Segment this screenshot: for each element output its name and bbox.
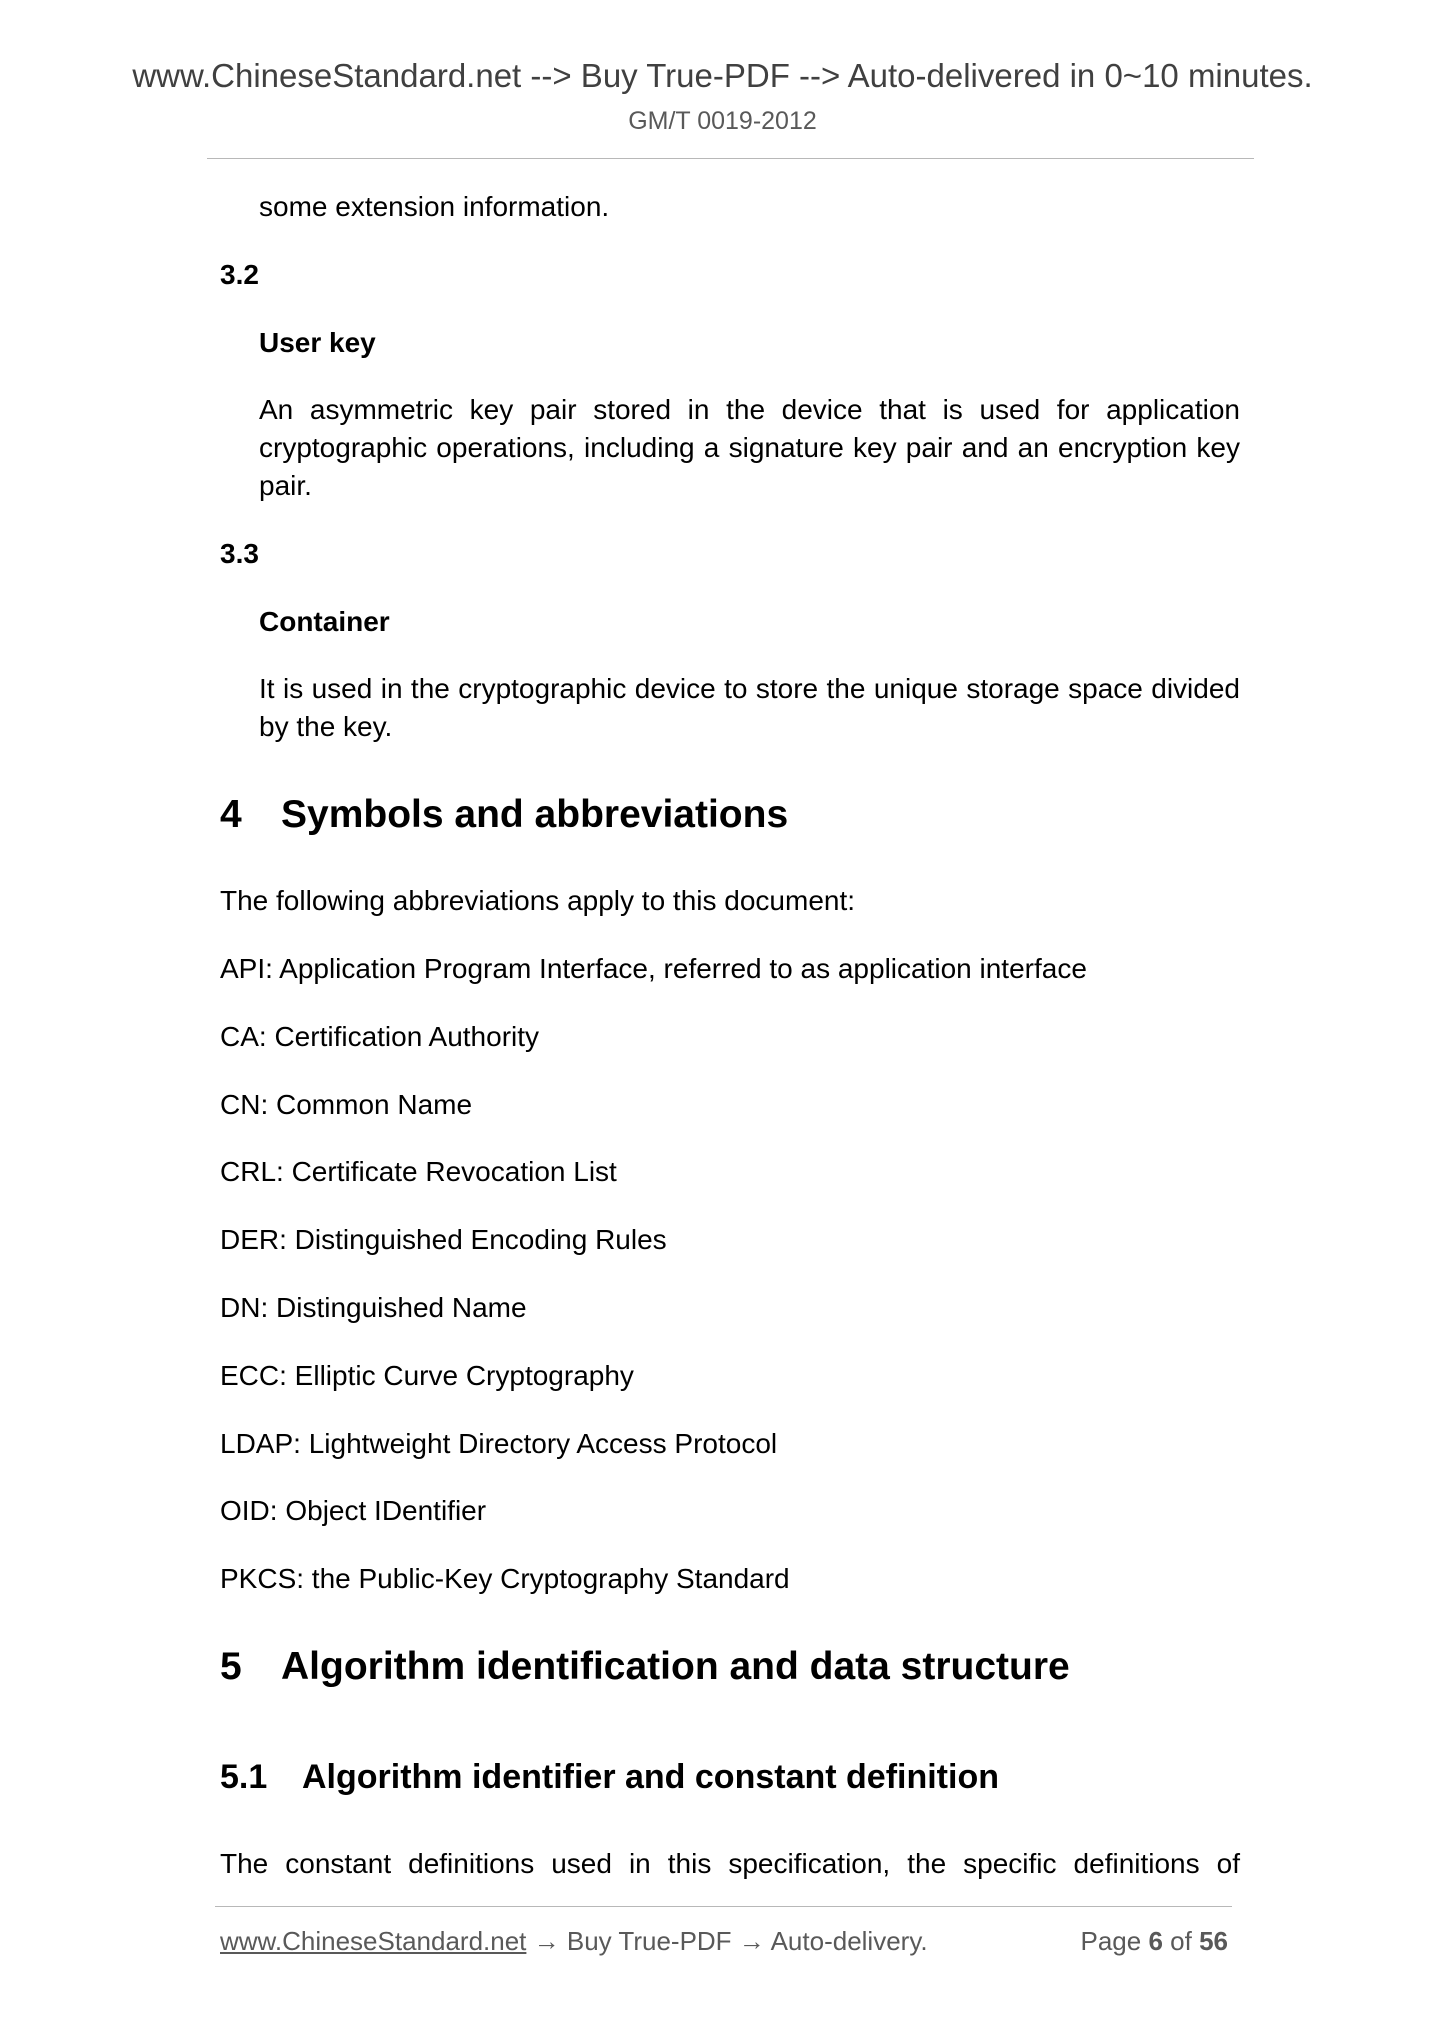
continuation-text: some extension information.	[259, 191, 610, 222]
definition-container: It is used in the cryptographic device to store the unique storage space divided by the key.	[259, 673, 1240, 742]
section-title: Algorithm identification and data structure	[281, 1645, 1070, 1688]
page-number	[1080, 1924, 1228, 1958]
abbreviation-item: CN: Common Name	[220, 1089, 473, 1120]
abbreviation-item: CRL: Certificate Revocation List	[220, 1156, 617, 1187]
clause-number-3-3: 3.3	[220, 538, 259, 569]
page-label: Page	[1080, 1926, 1142, 1956]
abbreviation-item: PKCS: the Public-Key Cryptography Standard	[220, 1563, 790, 1594]
term-user-key: User key	[259, 327, 376, 358]
subsection-number: 5.1	[220, 1758, 268, 1796]
total-pages: 56	[1199, 1926, 1228, 1956]
current-page: 6	[1148, 1926, 1163, 1956]
footer-delivery-text: Auto-delivery.	[770, 1926, 928, 1956]
footer-buy-text: Buy True-PDF	[566, 1926, 732, 1956]
header-divider	[207, 158, 1254, 159]
subsection-title: Algorithm identifier and constant definition	[302, 1758, 999, 1796]
abbreviation-item: DER: Distinguished Encoding Rules	[220, 1224, 667, 1255]
page-header	[0, 56, 1445, 136]
subsection-heading-5-1	[220, 1756, 999, 1798]
arrow-icon: →	[526, 1926, 567, 1956]
arrow-icon: →	[731, 1926, 771, 1956]
abbreviations-intro: The following abbreviations apply to this document:	[220, 885, 856, 916]
abbreviation-item: DN: Distinguished Name	[220, 1292, 527, 1323]
footer-promo	[220, 1926, 928, 1956]
term-container: Container	[259, 606, 390, 637]
definition-user-key: An asymmetric key pair stored in the device that is used for application cryptographic operations, including a signature key pair and an encryption key pair.	[259, 394, 1240, 501]
section-title: Symbols and abbreviations	[281, 793, 789, 836]
page-of-label: of	[1170, 1926, 1192, 1956]
footer-divider	[215, 1906, 1232, 1907]
footer-site-link[interactable]: www.ChineseStandard.net	[220, 1926, 527, 1956]
section-number: 4	[220, 793, 242, 836]
abbreviation-item: API: Application Program Interface, referred to as application interface	[220, 953, 1087, 984]
header-banner: www.ChineseStandard.net --> Buy True-PDF --> Auto-delivered in 0~10 minutes.	[132, 57, 1313, 94]
section-5-1-text: The constant definitions used in this specification, the specific definitions of	[220, 1848, 1240, 1879]
section-heading-4	[220, 792, 788, 838]
document-code: GM/T 0019-2012	[628, 107, 817, 135]
page-footer	[220, 1924, 1228, 1958]
abbreviation-item: LDAP: Lightweight Directory Access Protocol	[220, 1428, 778, 1459]
abbreviation-item: OID: Object IDentifier	[220, 1495, 487, 1526]
abbreviation-item: ECC: Elliptic Curve Cryptography	[220, 1360, 634, 1391]
section-heading-5	[220, 1644, 1070, 1690]
section-number: 5	[220, 1645, 242, 1688]
abbreviation-item: CA: Certification Authority	[220, 1021, 540, 1052]
clause-number-3-2: 3.2	[220, 259, 259, 290]
